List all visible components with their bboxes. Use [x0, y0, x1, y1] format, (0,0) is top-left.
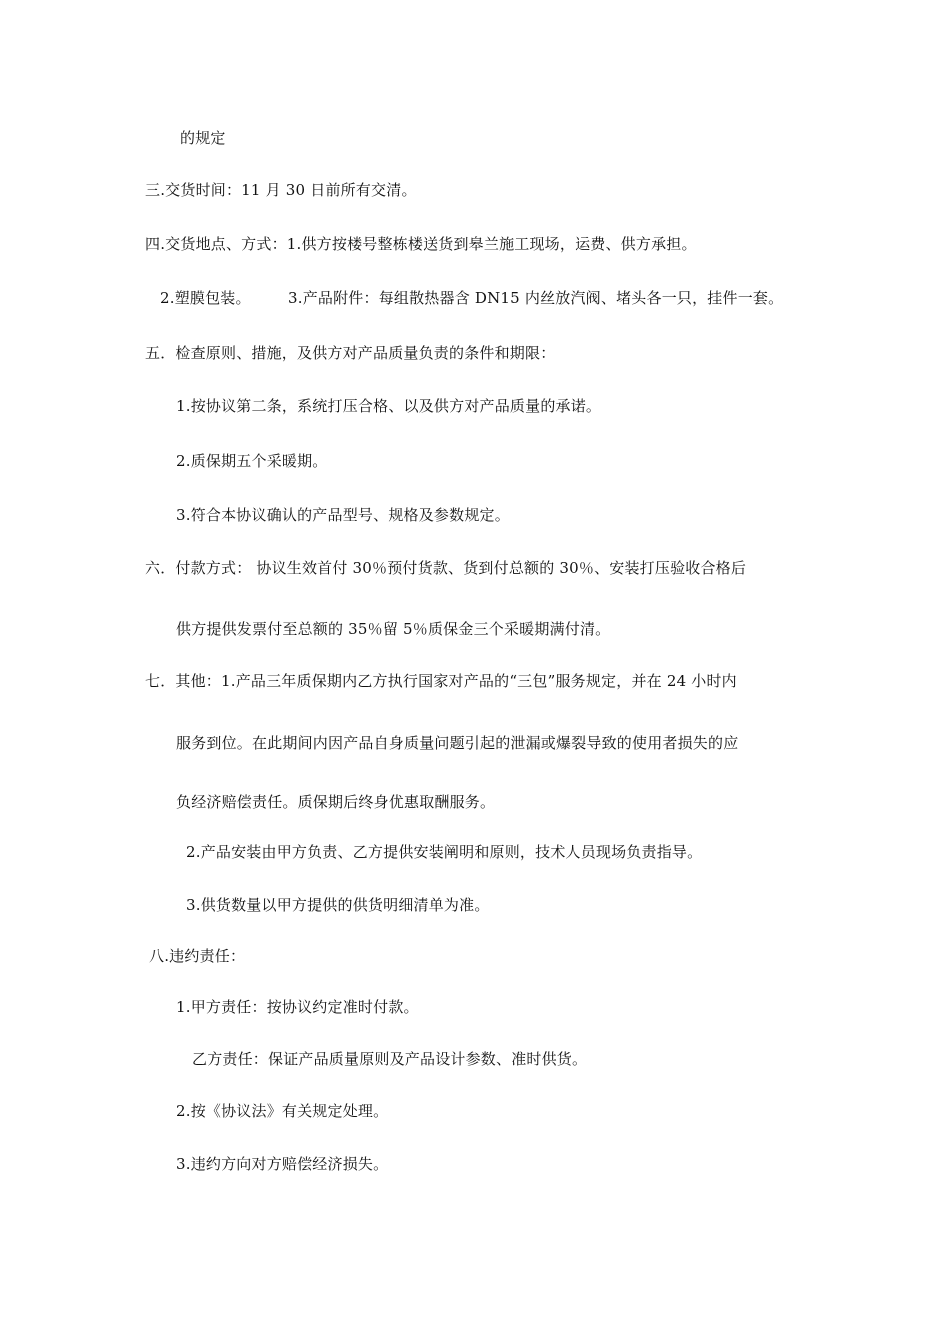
list-item: 2.质保期五个采暖期。	[176, 452, 328, 470]
text-line: 乙方责任：保证产品质量原则及产品设计参数、准时供货。	[192, 1050, 588, 1068]
list-item: 2.按《协议法》有关规定处理。	[176, 1102, 389, 1120]
text-line: 2.塑膜包装。	[160, 289, 251, 307]
list-item: 1.按协议第二条，系统打压合格、以及供方对产品质量的承诺。	[176, 397, 602, 415]
section-inspection: 五．检查原则、措施，及供方对产品质量负责的条件和期限：	[145, 344, 556, 362]
list-item: 2.产品安装由甲方负责、乙方提供安装阐明和原则，技术人员现场负责指导。	[186, 843, 703, 861]
text-line: 的规定	[180, 129, 226, 147]
section-delivery-time: 三.交货时间：11 月 30 日前所有交清。	[145, 181, 417, 199]
list-item: 1.甲方责任：按协议约定准时付款。	[176, 998, 419, 1016]
text-line: 供方提供发票付至总额的 35％留 5％质保金三个采暖期满付清。	[176, 620, 611, 638]
section-liability: 八.违约责任：	[149, 947, 246, 965]
list-item: 3.违约方向对方赔偿经济损失。	[176, 1155, 389, 1173]
list-item: 3.符合本协议确认的产品型号、规格及参数规定。	[176, 506, 510, 524]
section-other: 七．其他：1.产品三年质保期内乙方执行国家对产品的“三包”服务规定，并在 24 小时内	[145, 672, 737, 690]
section-delivery-location: 四.交货地点、方式：1.供方按楼号整栋楼送货到皋兰施工现场，运费、供方承担。	[145, 235, 697, 253]
text-line: 服务到位。在此期间内因产品自身质量问题引起的泄漏或爆裂导致的使用者损失的应	[176, 734, 739, 752]
text-line: 负经济赔偿责任。质保期后终身优惠取酬服务。	[176, 793, 496, 811]
list-item: 3.供货数量以甲方提供的供货明细清单为准。	[186, 896, 490, 914]
section-payment: 六．付款方式： 协议生效首付 30％预付货款、货到付总额的 30％、安装打压验收合格后	[145, 559, 747, 577]
text-line: 3.产品附件：每组散热器含 DN15 内丝放汽阀、堵头各一只，挂件一套。	[288, 289, 784, 307]
